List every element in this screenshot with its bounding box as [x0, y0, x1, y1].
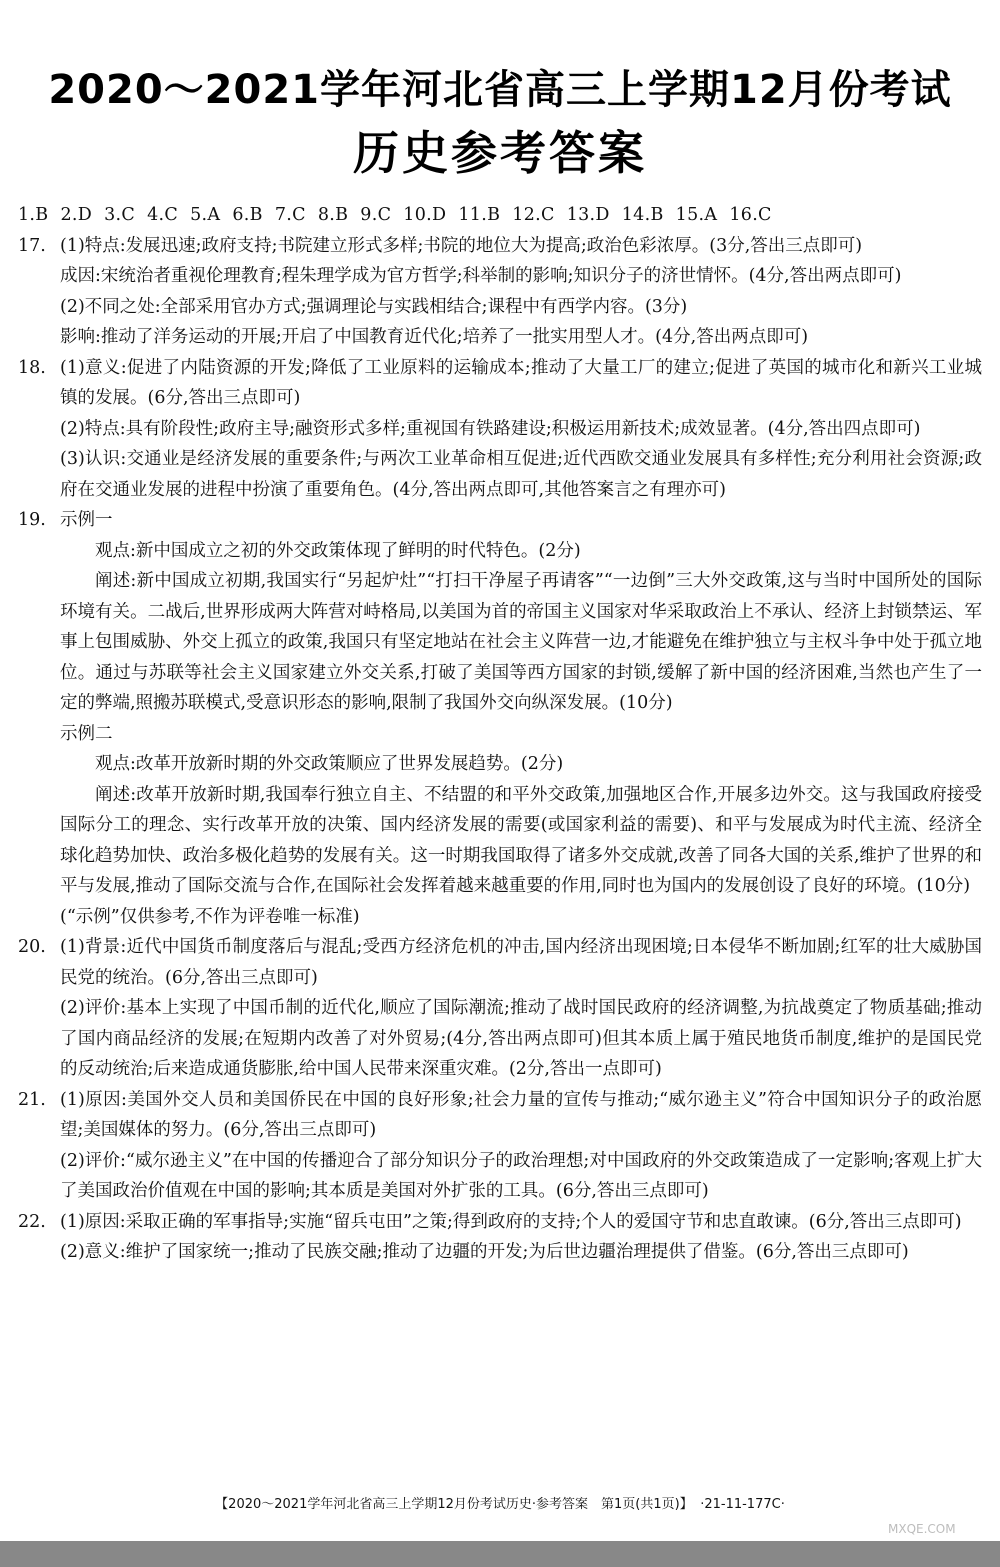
answer-paragraph: (2)不同之处:全部采用官办方式;强调理论与实践相结合;课程中有西学内容。(3分): [60, 296, 688, 317]
choice-answer: 4.C: [147, 205, 179, 225]
answer-paragraph: (2)评价:“威尔逊主义”在中国的传播迎合了部分知识分子的政治理想;对中国政府的外交政策造成了一定影响;客观上扩大了美国政治价值观在中国的影响;其本质是美国对外扩张的工具。(6分,答出三点即可): [60, 1150, 982, 1201]
answer-paragraph: (1)原因:美国外交人员和美国侨民在中国的良好形象;社会力量的宣传与推动;“威尔逊主义”符合中国知识分子的政治愿望;美国媒体的努力。(6分,答出三点即可): [60, 1089, 982, 1140]
bottom-scan-bar: [0, 1541, 1000, 1567]
question-number: 18.: [18, 357, 46, 378]
example-viewpoint: 观点:改革开放新时期的外交政策顺应了世界发展趋势。(2分): [95, 754, 564, 774]
choice-answer: 13.D: [566, 205, 610, 225]
example-elaboration: 阐述:新中国成立初期,我国实行“另起炉灶”“打扫干净屋子再请客”“一边倒”三大外交政策,这与当时中国所处的国际环境有关。二战后,世界形成两大阵营对峙格局,以美国为首的帝国主义国家对华采取政治上不承认、经济上封锁禁运、军事上包围威胁、外交上孤立的政策,我国只有坚定地站在社会主义阵营一边,才能避免在维护独立与主权斗争中处于孤立地位。通过与苏联等社会主义国家建立外交关系,打破了美国等西方国家的封锁,缓解了新中国的经济困难,当然也产生了一定的弊端,照搬苏联模式,受意识形态的影响,限制了我国外交向纵深发展。(10分): [60, 571, 982, 713]
choice-answers-row: [18, 200, 982, 231]
answer-paragraph: 影响:推动了洋务运动的开展;开启了中国教育近代化;培养了一批实用型人才。(4分,答出两点即可): [60, 327, 809, 347]
exam-title: 2020～2021学年河北省高三上学期12月份考试: [48, 67, 952, 113]
choice-answer: 14.B: [621, 205, 664, 225]
answer-paragraph: (1)意义:促进了内陆资源的开发;降低了工业原料的运输成本;推动了大量工厂的建立;促进了英国的城市化和新兴工业城镇的发展。(6分,答出三点即可): [60, 357, 982, 408]
footer-text: 【2020～2021学年河北省高三上学期12月份考试历史·参考答案 第1页(共1页)】: [215, 1497, 687, 1512]
choice-answer: 16.C: [729, 205, 772, 225]
example-elaboration: 阐述:改革开放新时期,我国奉行独立自主、不结盟的和平外交政策,加强地区合作,开展多边外交。这与我国政府接受国际分工的理念、实行改革开放的决策、国内经济发展的需要(或国家利益的需要)、和平与发展成为时代主流、经济全球化趋势加快、政治多极化趋势的发展有关。这一时期我国取得了诸多外交成就,改善了同各大国的关系,维护了世界的和平与发展,推动了国际交流与合作,在国际社会发挥着越来越重要的作用,同时也为国内的发展创设了良好的环境。(10分): [60, 784, 982, 896]
answer-paragraph: (1)原因:采取正确的军事指导;实施“留兵屯田”之策;得到政府的支持;个人的爱国守节和忠直敢谏。(6分,答出三点即可): [60, 1211, 962, 1232]
answer-paragraph: (2)特点:具有阶段性;政府主导;融资形式多样;重视国有铁路建设;积极运用新技术;成效显著。(4分,答出四点即可): [60, 418, 921, 439]
choice-answer: 7.C: [274, 205, 306, 225]
answer-paragraph: (2)评价:基本上实现了中国币制的近代化,顺应了国际潮流;推动了战时国民政府的经济调整,为抗战奠定了物质基础;推动了国内商品经济的发展;在短期内改善了对外贸易;(4分,答出两点即可)但其本质上属于殖民地货币制度,维护的是国民党的反动统治;后来造成通货膨胀,给中国人民带来深重灾难。(2分,答出一点即可): [60, 998, 982, 1079]
choice-answer: 12.C: [512, 205, 555, 225]
answer-paragraph: (1)特点:发展迅速;政府支持;书院建立形式多样;书院的地位大为提高;政治色彩浓厚。(3分,答出三点即可): [60, 235, 863, 256]
answer-paragraph: (3)认识:交通业是经济发展的重要条件;与两次工业革命相互促进;近代西欧交通业发展具有多样性;充分利用社会资源;政府在交通业发展的进程中扮演了重要角色。(4分,答出两点即可,其他答案言之有理亦可): [60, 449, 982, 500]
question-22: [18, 1207, 982, 1268]
example-label: 示例二: [60, 723, 113, 744]
question-19: [18, 505, 982, 932]
answer-paragraph: (2)意义:维护了国家统一;推动了民族交融;推动了边疆的开发;为后世边疆治理提供了借鉴。(6分,答出三点即可): [60, 1242, 909, 1262]
exam-subtitle: 历史参考答案: [353, 126, 647, 180]
question-21: [18, 1085, 982, 1207]
answer-paragraph: 成因:宋统治者重视伦理教育;程朱理学成为官方哲学;科举制的影响;知识分子的济世情怀。(4分,答出两点即可): [60, 266, 902, 286]
question-number: 17.: [18, 235, 46, 256]
choice-answer: 3.C: [104, 205, 136, 225]
page-footer: [0, 1493, 1000, 1512]
choice-answer: 1.B: [18, 205, 49, 225]
question-number: 19.: [18, 510, 46, 530]
question-number: 21.: [18, 1089, 46, 1110]
example-label: 示例一: [60, 510, 113, 530]
example-note: (“示例”仅供参考,不作为评卷唯一标准): [60, 906, 360, 927]
question-18: [18, 353, 982, 506]
answer-paragraph: (1)背景:近代中国货币制度落后与混乱;受西方经济危机的冲击,国内经济出现困境;日本侵华不断加剧;红军的壮大威胁国民党的统治。(6分,答出三点即可): [60, 937, 982, 988]
choice-answer: 6.B: [232, 205, 263, 225]
footer-code: ·21-11-177C·: [700, 1497, 785, 1512]
choice-answer: 8.B: [317, 205, 349, 225]
choice-answer: 5.A: [190, 205, 221, 225]
question-20: [18, 932, 982, 1085]
choice-answer: 2.D: [60, 205, 93, 225]
choice-answer: 9.C: [360, 205, 392, 225]
question-number: 20.: [18, 937, 46, 957]
site-watermark: MXQE.COM: [888, 1522, 956, 1536]
answer-body: [18, 200, 982, 1268]
question-17: [18, 231, 982, 353]
choice-answer: 15.A: [675, 205, 718, 225]
question-number: 22.: [18, 1211, 46, 1232]
choice-answer: 11.B: [458, 205, 501, 225]
choice-answer: 10.D: [403, 205, 447, 225]
example-viewpoint: 观点:新中国成立之初的外交政策体现了鲜明的时代特色。(2分): [95, 540, 581, 561]
